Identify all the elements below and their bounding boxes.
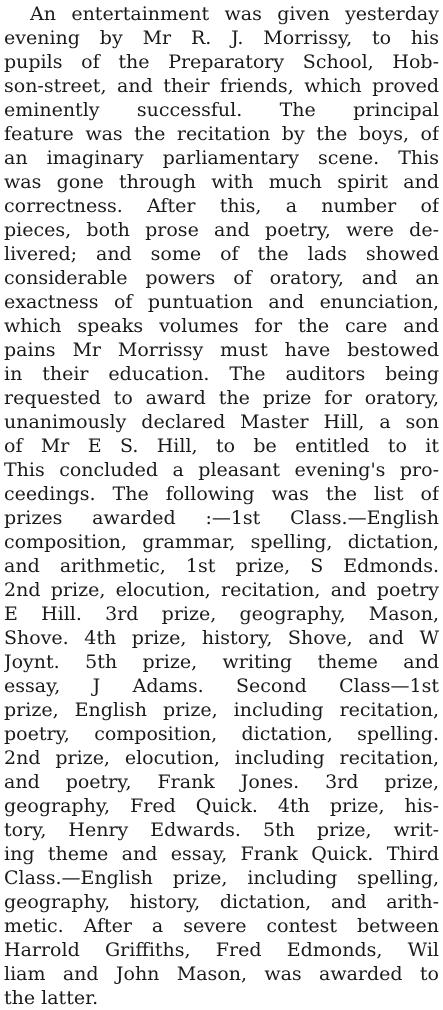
article-line: eminently successful. The principal <box>4 99 439 121</box>
article-line: prizes awarded :—1st Class.—English <box>4 507 439 529</box>
article-line: prize, English prize, including recitation, <box>4 699 439 721</box>
article-line: This concluded a pleasant evening's pro- <box>4 459 439 481</box>
article-line: unanimously declared Master Hill, a son <box>4 411 439 433</box>
article-line: requested to award the prize for oratory, <box>4 387 439 409</box>
article-line: which speaks volumes for the care and <box>4 315 439 337</box>
article-line: poetry, composition, dictation, spelling. <box>4 723 439 745</box>
article-line: considerable powers of oratory, and an <box>4 267 439 289</box>
article-line: evening by Mr R. J. Morrissy, to his <box>4 27 439 49</box>
article-line: E Hill. 3rd prize, geography, Mason, <box>4 603 439 625</box>
article-line: Shove. 4th prize, history, Shove, and W <box>4 627 439 649</box>
article-line: ing theme and essay, Frank Quick. Third <box>4 843 439 865</box>
article-line: in their education. The auditors being <box>4 363 439 385</box>
article-line: of Mr E S. Hill, to be entitled to it <box>4 435 439 457</box>
article-line: Harrold Griffiths, Fred Edmonds, Wil <box>4 939 439 961</box>
article-line: and arithmetic, 1st prize, S Edmonds. <box>4 555 439 577</box>
article-line: metic. After a severe contest between <box>4 915 439 937</box>
article-line: the latter. <box>4 987 99 1009</box>
article-line: tory, Henry Edwards. 5th prize, writ- <box>4 819 439 841</box>
article-line: 2nd prize, elocution, recitation, and poetry <box>4 579 439 601</box>
article-line: geography, history, dictation, and arith- <box>4 891 439 913</box>
article-line: pieces, both prose and poetry, were de- <box>4 219 439 241</box>
article-line: exactness of puntuation and enunciation, <box>4 291 439 313</box>
article-line: an imaginary parliamentary scene. This <box>4 147 439 169</box>
article-line: liam and John Mason, was awarded to <box>4 963 439 985</box>
article-line: livered; and some of the lads showed <box>4 243 439 265</box>
article-line: was gone through with much spirit and <box>4 171 439 193</box>
article-line: and poetry, Frank Jones. 3rd prize, <box>4 771 439 793</box>
article-line: Joynt. 5th prize, writing theme and <box>4 651 439 673</box>
article-line: pupils of the Preparatory School, Hob- <box>4 51 439 73</box>
article-line: pains Mr Morrissy must have bestowed <box>4 339 439 361</box>
article-line: 2nd prize, elocution, including recitation, <box>4 747 439 769</box>
article-line: essay, J Adams. Second Class—1st <box>4 675 439 697</box>
article-line: son-street, and their friends, which proved <box>4 75 439 97</box>
article-line: correctness. After this, a number of <box>4 195 439 217</box>
article-line: An entertainment was given yesterday <box>30 3 439 25</box>
article-line: ceedings. The following was the list of <box>4 483 439 505</box>
article-line: composition, grammar, spelling, dictation, <box>4 531 439 553</box>
article-line: Class.—English prize, including spelling, <box>4 867 439 889</box>
article-line: geography, Fred Quick. 4th prize, his- <box>4 795 439 817</box>
article-line: feature was the recitation by the boys, of <box>4 123 439 145</box>
